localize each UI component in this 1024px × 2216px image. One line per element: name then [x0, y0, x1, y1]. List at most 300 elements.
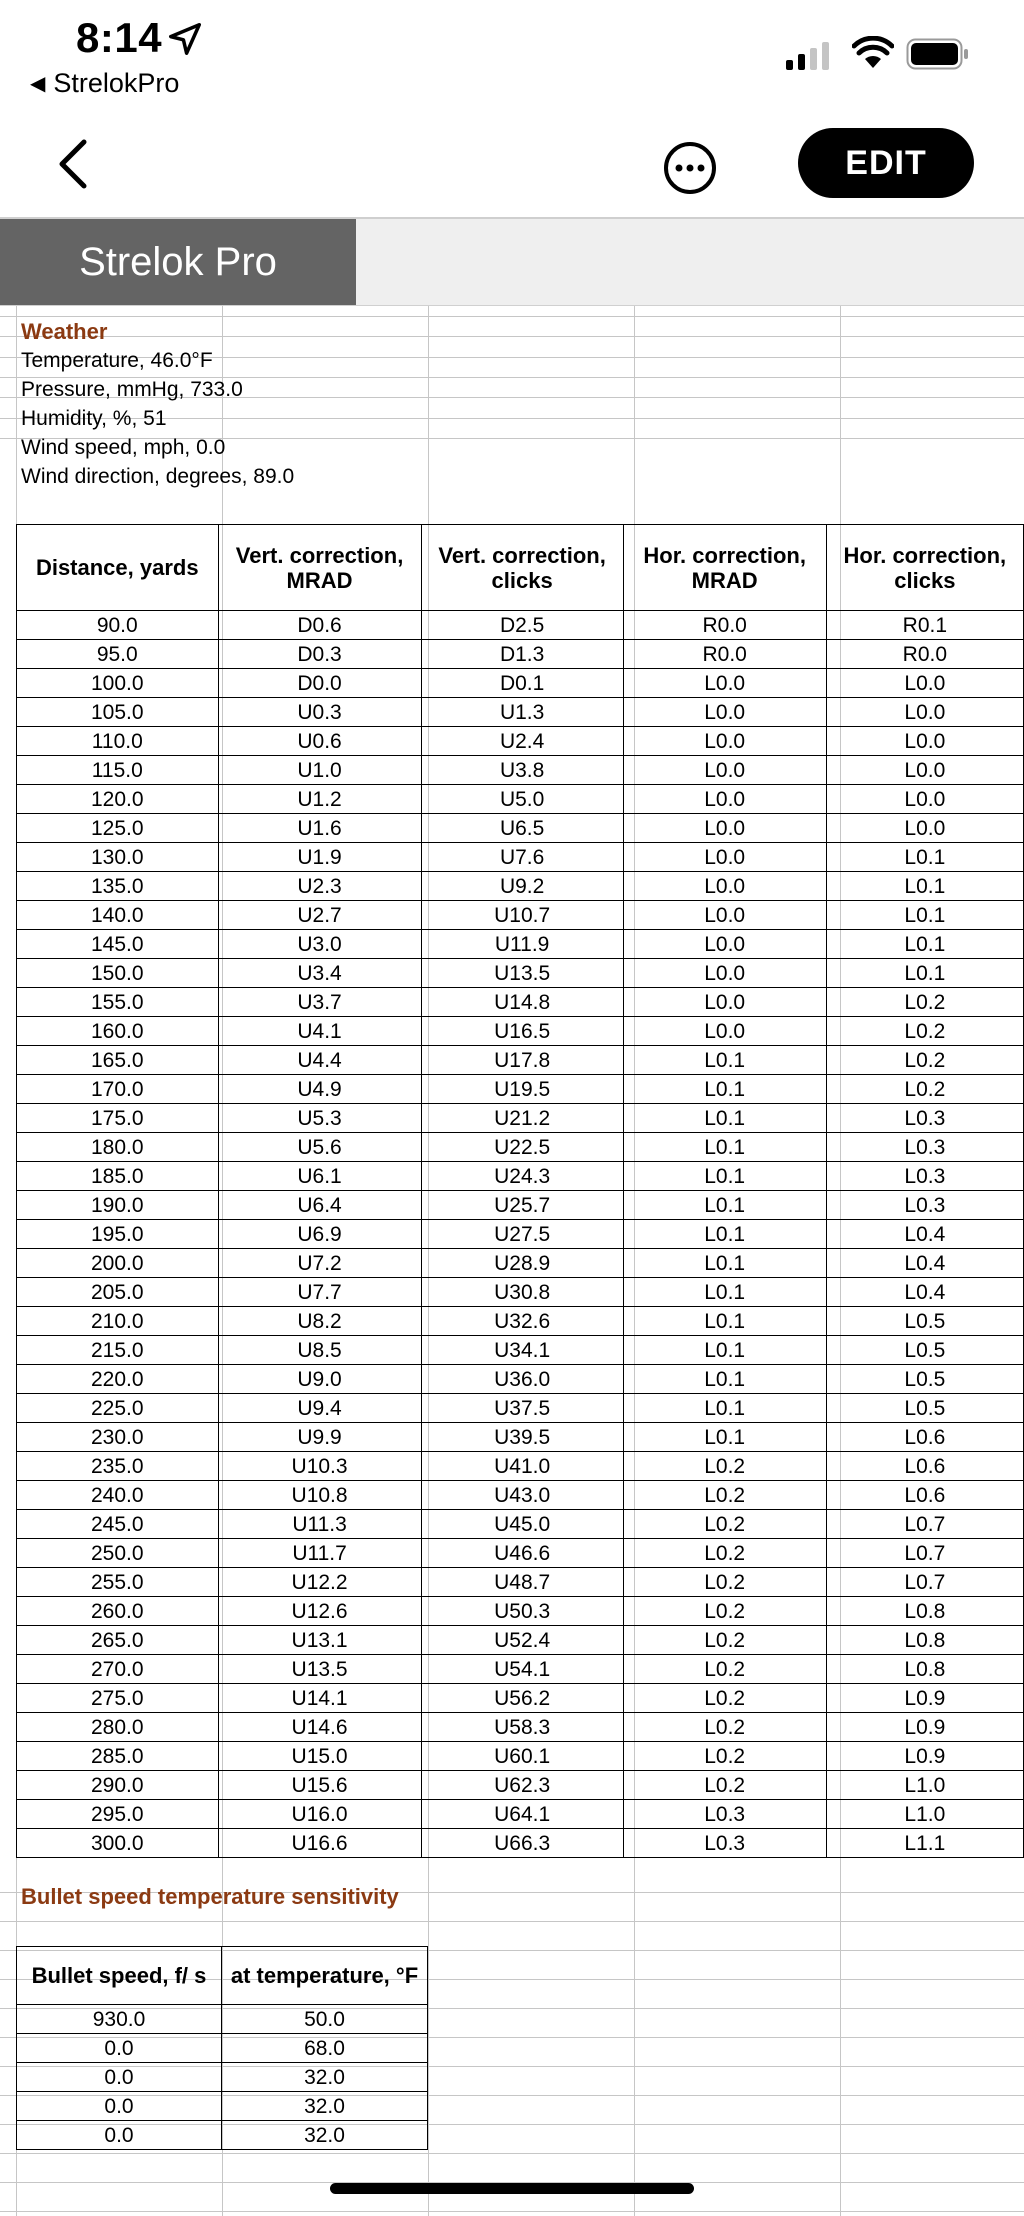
cell-hor-mrad: L0.1	[623, 1191, 826, 1220]
table-row	[17, 1365, 1024, 1394]
cell-vert-mrad: U7.2	[218, 1249, 421, 1278]
cell-hor-clicks: L1.0	[826, 1800, 1023, 1829]
tab-strip-divider	[0, 305, 1024, 306]
cell-hor-clicks: L0.3	[826, 1162, 1023, 1191]
cell-vert-mrad: U8.5	[218, 1336, 421, 1365]
cell-distance: 120.0	[17, 785, 219, 814]
table-row	[17, 1423, 1024, 1452]
cell-vert-clicks: U37.5	[421, 1394, 623, 1423]
cell-distance: 235.0	[17, 1452, 219, 1481]
cell-distance: 100.0	[17, 669, 219, 698]
weather-line-row	[0, 404, 1024, 433]
edit-button[interactable]: EDIT	[798, 128, 974, 198]
cell-vert-clicks: U30.8	[421, 1278, 623, 1307]
table-row	[17, 1104, 1024, 1133]
cell-distance: 240.0	[17, 1481, 219, 1510]
cell-hor-mrad: R0.0	[623, 611, 826, 640]
cell-hor-clicks: L0.4	[826, 1278, 1023, 1307]
cell-hor-clicks: L0.1	[826, 843, 1023, 872]
cell-distance: 190.0	[17, 1191, 219, 1220]
cell-vert-clicks: U17.8	[421, 1046, 623, 1075]
cell-vert-mrad: U6.4	[218, 1191, 421, 1220]
cell-hor-clicks: L0.2	[826, 1075, 1023, 1104]
cell-distance: 255.0	[17, 1568, 219, 1597]
table-row	[17, 669, 1024, 698]
cell-hor-mrad: L0.0	[623, 669, 826, 698]
table-row	[17, 1046, 1024, 1075]
cell-distance: 90.0	[17, 611, 219, 640]
table-row	[17, 1452, 1024, 1481]
table-row	[17, 1713, 1024, 1742]
table-row	[17, 727, 1024, 756]
table-row	[17, 1336, 1024, 1365]
cell-hor-clicks: L0.1	[826, 901, 1023, 930]
cell-hor-clicks: L0.8	[826, 1597, 1023, 1626]
cell-vert-mrad: U14.1	[218, 1684, 421, 1713]
table-row	[17, 756, 1024, 785]
cell-vert-clicks: U27.5	[421, 1220, 623, 1249]
table-row	[17, 1771, 1024, 1800]
cell-vert-mrad: U6.1	[218, 1162, 421, 1191]
cellular-signal-icon	[786, 40, 829, 70]
cell-hor-mrad: L0.1	[623, 1104, 826, 1133]
cell-vert-mrad: U3.4	[218, 959, 421, 988]
cell-temperature: 68.0	[222, 2034, 428, 2063]
cell-hor-mrad: L0.1	[623, 1249, 826, 1278]
table-row	[17, 1017, 1024, 1046]
cell-vert-mrad: U11.3	[218, 1510, 421, 1539]
cell-vert-mrad: U8.2	[218, 1307, 421, 1336]
cell-distance: 280.0	[17, 1713, 219, 1742]
cell-hor-mrad: L0.1	[623, 1046, 826, 1075]
cell-vert-mrad: D0.0	[218, 669, 421, 698]
cell-hor-clicks: L0.6	[826, 1452, 1023, 1481]
cell-vert-clicks: U14.8	[421, 988, 623, 1017]
cell-distance: 290.0	[17, 1771, 219, 1800]
table-row	[17, 1191, 1024, 1220]
table-row	[17, 988, 1024, 1017]
cell-vert-mrad: U13.5	[218, 1655, 421, 1684]
weather-line: Wind speed, mph, 0.0	[21, 435, 226, 459]
cell-distance: 225.0	[17, 1394, 219, 1423]
ballistics-table	[16, 524, 1024, 1858]
cell-vert-clicks: U2.4	[421, 727, 623, 756]
cell-hor-clicks: L0.8	[826, 1626, 1023, 1655]
cell-vert-clicks: U36.0	[421, 1365, 623, 1394]
cell-hor-mrad: L0.0	[623, 988, 826, 1017]
cell-vert-mrad: D0.6	[218, 611, 421, 640]
cell-vert-mrad: U9.9	[218, 1423, 421, 1452]
cell-bullet-speed: 0.0	[17, 2121, 222, 2150]
home-indicator	[330, 2183, 694, 2194]
cell-vert-clicks: U16.5	[421, 1017, 623, 1046]
table-row	[17, 1800, 1024, 1829]
cell-vert-mrad: U5.3	[218, 1104, 421, 1133]
cell-hor-clicks: L0.5	[826, 1394, 1023, 1423]
table-row	[17, 814, 1024, 843]
cell-distance: 130.0	[17, 843, 219, 872]
cell-vert-mrad: U14.6	[218, 1713, 421, 1742]
cell-vert-clicks: U45.0	[421, 1510, 623, 1539]
table-row	[17, 1829, 1024, 1858]
cell-hor-clicks: L0.0	[826, 756, 1023, 785]
cell-distance: 295.0	[17, 1800, 219, 1829]
cell-vert-mrad: U7.7	[218, 1278, 421, 1307]
cell-vert-mrad: U5.6	[218, 1133, 421, 1162]
cell-hor-mrad: L0.0	[623, 727, 826, 756]
cell-hor-clicks: L0.1	[826, 959, 1023, 988]
cell-hor-mrad: L0.1	[623, 1423, 826, 1452]
cell-vert-clicks: U60.1	[421, 1742, 623, 1771]
cell-vert-mrad: U1.2	[218, 785, 421, 814]
cell-distance: 145.0	[17, 930, 219, 959]
cell-vert-clicks: U7.6	[421, 843, 623, 872]
cell-temperature: 32.0	[222, 2121, 428, 2150]
cell-vert-clicks: U56.2	[421, 1684, 623, 1713]
table-row	[17, 1510, 1024, 1539]
cell-vert-mrad: U13.1	[218, 1626, 421, 1655]
cell-hor-mrad: L0.1	[623, 1278, 826, 1307]
cell-hor-mrad: L0.2	[623, 1684, 826, 1713]
cell-distance: 140.0	[17, 901, 219, 930]
cell-vert-mrad: U4.1	[218, 1017, 421, 1046]
table-row	[17, 2092, 428, 2121]
cell-hor-mrad: L0.2	[623, 1481, 826, 1510]
cell-hor-mrad: L0.3	[623, 1829, 826, 1858]
cell-vert-clicks: U32.6	[421, 1307, 623, 1336]
cell-distance: 150.0	[17, 959, 219, 988]
weather-line-row	[0, 433, 1024, 462]
cell-vert-mrad: U9.4	[218, 1394, 421, 1423]
cell-vert-clicks: U3.8	[421, 756, 623, 785]
table-row	[17, 2005, 428, 2034]
table-row	[17, 1626, 1024, 1655]
cell-vert-mrad: U16.0	[218, 1800, 421, 1829]
back-app-label: StrelokPro	[53, 68, 180, 98]
cell-vert-mrad: U4.9	[218, 1075, 421, 1104]
cell-hor-mrad: L0.1	[623, 1075, 826, 1104]
cell-temperature: 32.0	[222, 2063, 428, 2092]
table-row	[17, 1220, 1024, 1249]
cell-distance: 170.0	[17, 1075, 219, 1104]
table-row	[17, 1568, 1024, 1597]
cell-vert-clicks: U39.5	[421, 1423, 623, 1452]
cell-vert-clicks: U11.9	[421, 930, 623, 959]
cell-hor-clicks: L0.0	[826, 814, 1023, 843]
cell-distance: 155.0	[17, 988, 219, 1017]
cell-hor-mrad: L0.2	[623, 1655, 826, 1684]
cell-hor-mrad: L0.0	[623, 814, 826, 843]
cell-distance: 285.0	[17, 1742, 219, 1771]
header-at-temperature: at temperature, °F	[222, 1947, 428, 2005]
chevron-left-icon[interactable]	[54, 136, 94, 192]
table-row	[17, 1394, 1024, 1423]
cell-temperature: 50.0	[222, 2005, 428, 2034]
cell-vert-clicks: U34.1	[421, 1336, 623, 1365]
cell-vert-mrad: U11.7	[218, 1539, 421, 1568]
status-bar	[0, 0, 1024, 120]
weather-line: Humidity, %, 51	[21, 406, 167, 430]
cell-hor-clicks: L0.6	[826, 1423, 1023, 1452]
cell-hor-clicks: L1.1	[826, 1829, 1023, 1858]
spreadsheet-view[interactable]	[0, 219, 1024, 2216]
cell-hor-clicks: L0.7	[826, 1510, 1023, 1539]
temp-sensitivity-table	[16, 1946, 428, 2150]
table-row	[17, 640, 1024, 669]
cell-bullet-speed: 0.0	[17, 2092, 222, 2121]
cell-hor-clicks: L0.3	[826, 1133, 1023, 1162]
cell-temperature: 32.0	[222, 2092, 428, 2121]
weather-line: Pressure, mmHg, 733.0	[21, 377, 243, 401]
table-row	[17, 930, 1024, 959]
cell-vert-mrad: U15.6	[218, 1771, 421, 1800]
cell-vert-clicks: U6.5	[421, 814, 623, 843]
header-vert-mrad: Vert. correction, MRAD	[218, 525, 421, 611]
navigation-bar	[0, 120, 1024, 218]
cell-vert-mrad: U2.3	[218, 872, 421, 901]
table-row	[17, 2063, 428, 2092]
back-to-app-link[interactable]	[30, 68, 179, 99]
temp-header-row	[17, 1947, 428, 2005]
cell-hor-mrad: L0.0	[623, 756, 826, 785]
cell-distance: 110.0	[17, 727, 219, 756]
cell-vert-clicks: U25.7	[421, 1191, 623, 1220]
weather-title-row	[0, 317, 1024, 346]
cell-hor-mrad: L0.0	[623, 959, 826, 988]
table-row	[17, 1162, 1024, 1191]
cell-vert-clicks: D2.5	[421, 611, 623, 640]
cell-hor-clicks: L0.0	[826, 727, 1023, 756]
cell-vert-clicks: U54.1	[421, 1655, 623, 1684]
cell-hor-mrad: L0.1	[623, 1307, 826, 1336]
cell-hor-clicks: L0.9	[826, 1713, 1023, 1742]
cell-hor-clicks: L0.8	[826, 1655, 1023, 1684]
cell-distance: 160.0	[17, 1017, 219, 1046]
grid-row-line	[0, 2153, 1024, 2154]
cell-vert-clicks: U13.5	[421, 959, 623, 988]
header-vert-clicks: Vert. correction, clicks	[421, 525, 623, 611]
cell-hor-clicks: L1.0	[826, 1771, 1023, 1800]
cell-vert-mrad: U1.6	[218, 814, 421, 843]
cell-hor-mrad: L0.2	[623, 1510, 826, 1539]
cell-vert-clicks: D0.1	[421, 669, 623, 698]
cell-hor-mrad: L0.0	[623, 930, 826, 959]
cell-distance: 180.0	[17, 1133, 219, 1162]
cell-hor-clicks: L0.7	[826, 1539, 1023, 1568]
table-row	[17, 1307, 1024, 1336]
cell-distance: 220.0	[17, 1365, 219, 1394]
weather-line: Wind direction, degrees, 89.0	[21, 464, 295, 488]
location-arrow-icon	[166, 20, 204, 58]
cell-vert-mrad: U10.3	[218, 1452, 421, 1481]
sheet-tab-strip	[0, 219, 1024, 305]
cell-hor-clicks: L0.9	[826, 1742, 1023, 1771]
cell-hor-mrad: L0.2	[623, 1742, 826, 1771]
cell-distance: 270.0	[17, 1655, 219, 1684]
table-row	[17, 901, 1024, 930]
cell-hor-clicks: L0.2	[826, 988, 1023, 1017]
cell-bullet-speed: 0.0	[17, 2063, 222, 2092]
cell-hor-clicks: L0.3	[826, 1191, 1023, 1220]
weather-title: Weather	[21, 318, 108, 344]
cell-hor-mrad: L0.0	[623, 843, 826, 872]
table-row	[17, 1655, 1024, 1684]
cell-vert-mrad: U12.6	[218, 1597, 421, 1626]
cell-hor-mrad: L0.0	[623, 698, 826, 727]
table-row	[17, 2121, 428, 2150]
cell-vert-clicks: U5.0	[421, 785, 623, 814]
cell-distance: 185.0	[17, 1162, 219, 1191]
cell-vert-mrad: U3.7	[218, 988, 421, 1017]
battery-icon	[906, 38, 970, 70]
cell-vert-clicks: U64.1	[421, 1800, 623, 1829]
cell-distance: 135.0	[17, 872, 219, 901]
cell-vert-clicks: U48.7	[421, 1568, 623, 1597]
cell-hor-clicks: L0.9	[826, 1684, 1023, 1713]
cell-hor-mrad: L0.2	[623, 1771, 826, 1800]
cell-vert-clicks: U43.0	[421, 1481, 623, 1510]
table-row	[17, 1133, 1024, 1162]
cell-hor-mrad: L0.1	[623, 1336, 826, 1365]
temp-sensitivity-title: Bullet speed temperature sensitivity	[21, 1883, 399, 1909]
cell-hor-mrad: L0.0	[623, 901, 826, 930]
status-time: 8:14	[76, 14, 163, 61]
cell-vert-clicks: U58.3	[421, 1713, 623, 1742]
cell-vert-mrad: U2.7	[218, 901, 421, 930]
weather-line-row	[0, 462, 1024, 491]
header-bullet-speed: Bullet speed, f/ s	[17, 1947, 222, 2005]
cell-vert-mrad: U3.0	[218, 930, 421, 959]
cell-hor-clicks: R0.0	[826, 640, 1023, 669]
cell-hor-clicks: L0.2	[826, 1046, 1023, 1075]
cell-hor-clicks: L0.7	[826, 1568, 1023, 1597]
cell-hor-clicks: L0.4	[826, 1220, 1023, 1249]
cell-distance: 230.0	[17, 1423, 219, 1452]
cell-hor-mrad: L0.2	[623, 1452, 826, 1481]
cell-vert-clicks: U41.0	[421, 1452, 623, 1481]
cell-hor-clicks: R0.1	[826, 611, 1023, 640]
cell-hor-mrad: L0.2	[623, 1597, 826, 1626]
ballistics-header-row	[17, 525, 1024, 611]
weather-line: Temperature, 46.0°F	[21, 348, 213, 372]
weather-line-row	[0, 375, 1024, 404]
cell-distance: 260.0	[17, 1597, 219, 1626]
cell-hor-mrad: L0.1	[623, 1394, 826, 1423]
cell-hor-clicks: L0.0	[826, 669, 1023, 698]
table-row	[17, 698, 1024, 727]
table-row	[17, 1539, 1024, 1568]
cell-vert-clicks: U66.3	[421, 1829, 623, 1858]
cell-vert-clicks: U10.7	[421, 901, 623, 930]
cell-hor-mrad: L0.2	[623, 1539, 826, 1568]
table-row	[17, 1597, 1024, 1626]
cell-hor-clicks: L0.4	[826, 1249, 1023, 1278]
cell-vert-clicks: U28.9	[421, 1249, 623, 1278]
wifi-icon	[852, 36, 894, 70]
cell-vert-clicks: U50.3	[421, 1597, 623, 1626]
cell-vert-clicks: U9.2	[421, 872, 623, 901]
cell-vert-clicks: U62.3	[421, 1771, 623, 1800]
cell-hor-clicks: L0.5	[826, 1307, 1023, 1336]
table-row	[17, 872, 1024, 901]
table-row	[17, 1278, 1024, 1307]
sheet-tab-strelok-pro[interactable]: Strelok Pro	[0, 219, 356, 305]
cell-hor-clicks: L0.3	[826, 1104, 1023, 1133]
table-row	[17, 843, 1024, 872]
cell-vert-clicks: U24.3	[421, 1162, 623, 1191]
cell-distance: 300.0	[17, 1829, 219, 1858]
cell-vert-mrad: U10.8	[218, 1481, 421, 1510]
cell-hor-clicks: L0.6	[826, 1481, 1023, 1510]
cell-vert-mrad: U1.9	[218, 843, 421, 872]
cell-distance: 215.0	[17, 1336, 219, 1365]
cell-hor-mrad: L0.2	[623, 1568, 826, 1597]
cell-vert-mrad: U1.0	[218, 756, 421, 785]
header-hor-mrad: Hor. correction, MRAD	[623, 525, 826, 611]
cell-hor-mrad: L0.2	[623, 1626, 826, 1655]
cell-distance: 115.0	[17, 756, 219, 785]
cell-hor-clicks: L0.5	[826, 1365, 1023, 1394]
cell-hor-mrad: L0.3	[623, 1800, 826, 1829]
cell-hor-clicks: L0.1	[826, 872, 1023, 901]
cell-distance: 105.0	[17, 698, 219, 727]
cell-hor-clicks: L0.0	[826, 698, 1023, 727]
grid-row-line	[0, 2211, 1024, 2212]
cell-hor-mrad: L0.0	[623, 872, 826, 901]
cell-hor-clicks: L0.5	[826, 1336, 1023, 1365]
table-row	[17, 2034, 428, 2063]
cell-distance: 195.0	[17, 1220, 219, 1249]
cell-distance: 200.0	[17, 1249, 219, 1278]
cell-hor-mrad: R0.0	[623, 640, 826, 669]
cell-hor-clicks: L0.1	[826, 930, 1023, 959]
table-row	[17, 785, 1024, 814]
cell-hor-mrad: L0.1	[623, 1220, 826, 1249]
cell-vert-mrad: U9.0	[218, 1365, 421, 1394]
table-row	[17, 1481, 1024, 1510]
cell-vert-clicks: U1.3	[421, 698, 623, 727]
cell-vert-mrad: D0.3	[218, 640, 421, 669]
table-row	[17, 1249, 1024, 1278]
cell-hor-mrad: L0.1	[623, 1365, 826, 1394]
cell-vert-mrad: U4.4	[218, 1046, 421, 1075]
cell-vert-clicks: U19.5	[421, 1075, 623, 1104]
cell-hor-mrad: L0.0	[623, 1017, 826, 1046]
cell-bullet-speed: 930.0	[17, 2005, 222, 2034]
cell-distance: 95.0	[17, 640, 219, 669]
more-options-icon[interactable]	[662, 140, 718, 196]
cell-vert-clicks: U21.2	[421, 1104, 623, 1133]
cell-distance: 210.0	[17, 1307, 219, 1336]
cell-vert-mrad: U12.2	[218, 1568, 421, 1597]
cell-vert-mrad: U15.0	[218, 1742, 421, 1771]
table-row	[17, 1742, 1024, 1771]
cell-vert-mrad: U0.6	[218, 727, 421, 756]
cell-distance: 205.0	[17, 1278, 219, 1307]
table-row	[17, 611, 1024, 640]
cell-vert-clicks: U46.6	[421, 1539, 623, 1568]
header-distance: Distance, yards	[17, 525, 219, 611]
cell-vert-mrad: U6.9	[218, 1220, 421, 1249]
cell-vert-clicks: D1.3	[421, 640, 623, 669]
cell-distance: 165.0	[17, 1046, 219, 1075]
table-row	[17, 959, 1024, 988]
cell-vert-clicks: U22.5	[421, 1133, 623, 1162]
cell-hor-mrad: L0.2	[623, 1713, 826, 1742]
cell-distance: 175.0	[17, 1104, 219, 1133]
cell-hor-mrad: L0.1	[623, 1133, 826, 1162]
cell-vert-mrad: U16.6	[218, 1829, 421, 1858]
